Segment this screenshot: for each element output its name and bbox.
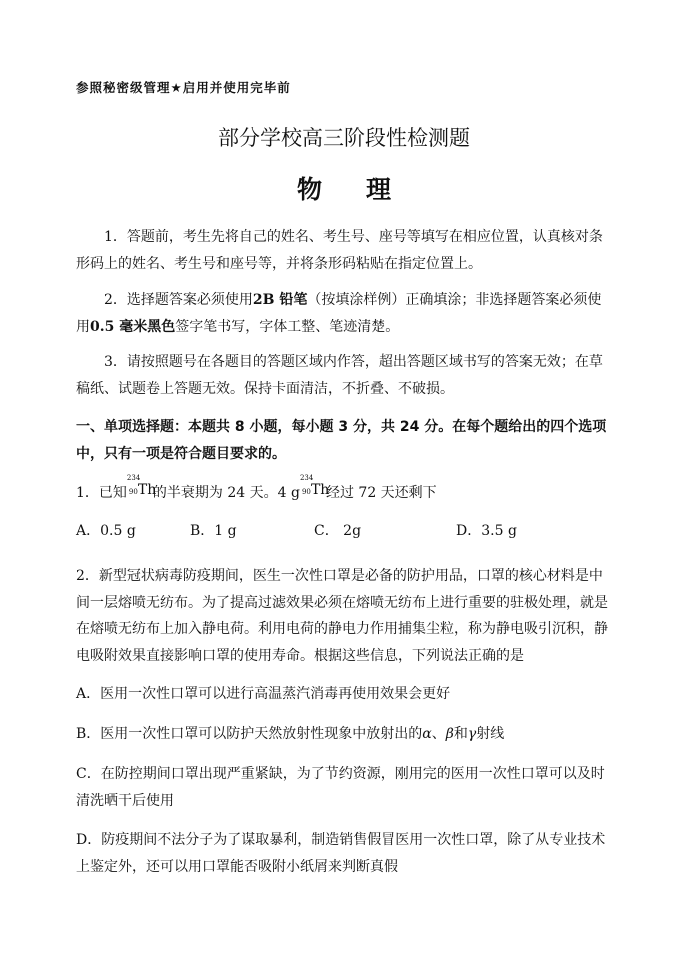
alpha-symbol: α: [422, 726, 432, 742]
instruction-2-mid: （按填涂样例）正确填涂；非选择题答案必须使用: [76, 292, 602, 335]
q1-option-b: B．1 g: [190, 523, 237, 539]
q2-option-b-post: 射线: [476, 726, 505, 742]
nuclide-mass: 234: [126, 474, 141, 482]
nuclide-th234-a: [126, 474, 157, 498]
q1-suffix: 经过 72 天还剩下: [325, 485, 437, 501]
q2-option-b: [76, 724, 504, 744]
q2-option-b-sep: 、: [431, 726, 446, 742]
q2-option-c: C．在防控期间口罩出现严重紧缺，为了节约资源，刚用完的医用一次性口罩可以及时清洗晒干后使用: [76, 766, 605, 809]
subject-title: [0, 174, 688, 206]
section-heading: 一、单项选择题：本题共 8 小题，每小题 3 分，共 24 分。在每个题给出的四个选项中，只有一项是符合题目要求的。: [76, 419, 607, 462]
q1-middle: 的半衰期为 24 天。4 g: [152, 485, 300, 501]
confidential-notice: 参照秘密级管理★启用并使用完毕前: [76, 80, 291, 95]
nuclide-mass: 234: [299, 474, 314, 482]
nuclide-z: 90: [128, 488, 138, 496]
instruction-3: 3．请按照题号在各题目的答题区域内作答，超出答题区域书写的答案无效；在草稿纸、试题卷上答题无效。保持卡面清洁，不折叠、不破损。: [76, 354, 603, 397]
q1-option-a: A．0.5 g: [76, 523, 136, 539]
q2-option-b-and: 和: [453, 726, 468, 742]
nuclide-th234-b: [299, 474, 330, 498]
q1-option-d: D．3.5 g: [456, 523, 517, 539]
instruction-2-pre: 2．选择题答案必须使用: [104, 292, 253, 308]
instruction-2-bold-2: 0.5 毫米黑色: [90, 319, 176, 335]
beta-symbol: β: [445, 726, 454, 742]
question-1-stem: [76, 474, 437, 503]
page-title: 部分学校高三阶段性检测题: [218, 126, 470, 150]
q2-option-d: D．防疫期间不法分子为了谋取暴利，制造销售假冒医用一次性口罩，除了从专业技术上鉴定外，还可以用口罩能否吸附小纸屑来判断真假: [76, 832, 606, 875]
instruction-2-bold-1: 2B 铅笔: [252, 292, 308, 308]
q1-prefix: 1．已知: [76, 485, 127, 501]
q1-option-c: C． 2g: [314, 523, 362, 539]
nuclide-symbol: Th: [137, 482, 157, 498]
q2-option-a: A．医用一次性口罩可以进行高温蒸汽消毒再使用效果会更好: [76, 686, 451, 702]
question-2-stem: 2．新型冠状病毒防疫期间，医生一次性口罩是必备的防护用品，口罩的核心材料是中间一层熔喷无纺布。为了提高过滤效果必须在熔喷无纺布上进行重要的驻极处理，就是在熔喷无纺布上加入静电荷。利用电荷的静电力作用捕集尘粒，称为静电吸引沉积，静电吸附效果直接影响口罩的使用寿命。根据这些信息，下列说法正确的是: [76, 568, 608, 664]
q2-option-b-pre: B．医用一次性口罩可以防护天然放射性现象中放射出的: [76, 726, 423, 742]
instruction-2-post: 签字笔书写，字体工整、笔迹清楚。: [175, 319, 400, 335]
subject-char-2: 理: [366, 175, 392, 204]
subject-char-1: 物: [296, 175, 322, 204]
nuclide-z: 90: [301, 488, 311, 496]
nuclide-symbol: Th: [310, 482, 330, 498]
gamma-symbol: γ: [467, 726, 477, 742]
instruction-2: [76, 287, 614, 341]
instruction-1: 1．答题前，考生先将自己的姓名、考生号、座号等填写在相应位置，认真核对条形码上的姓名、考生号和座号等，并将条形码粘贴在指定位置上。: [76, 229, 603, 272]
